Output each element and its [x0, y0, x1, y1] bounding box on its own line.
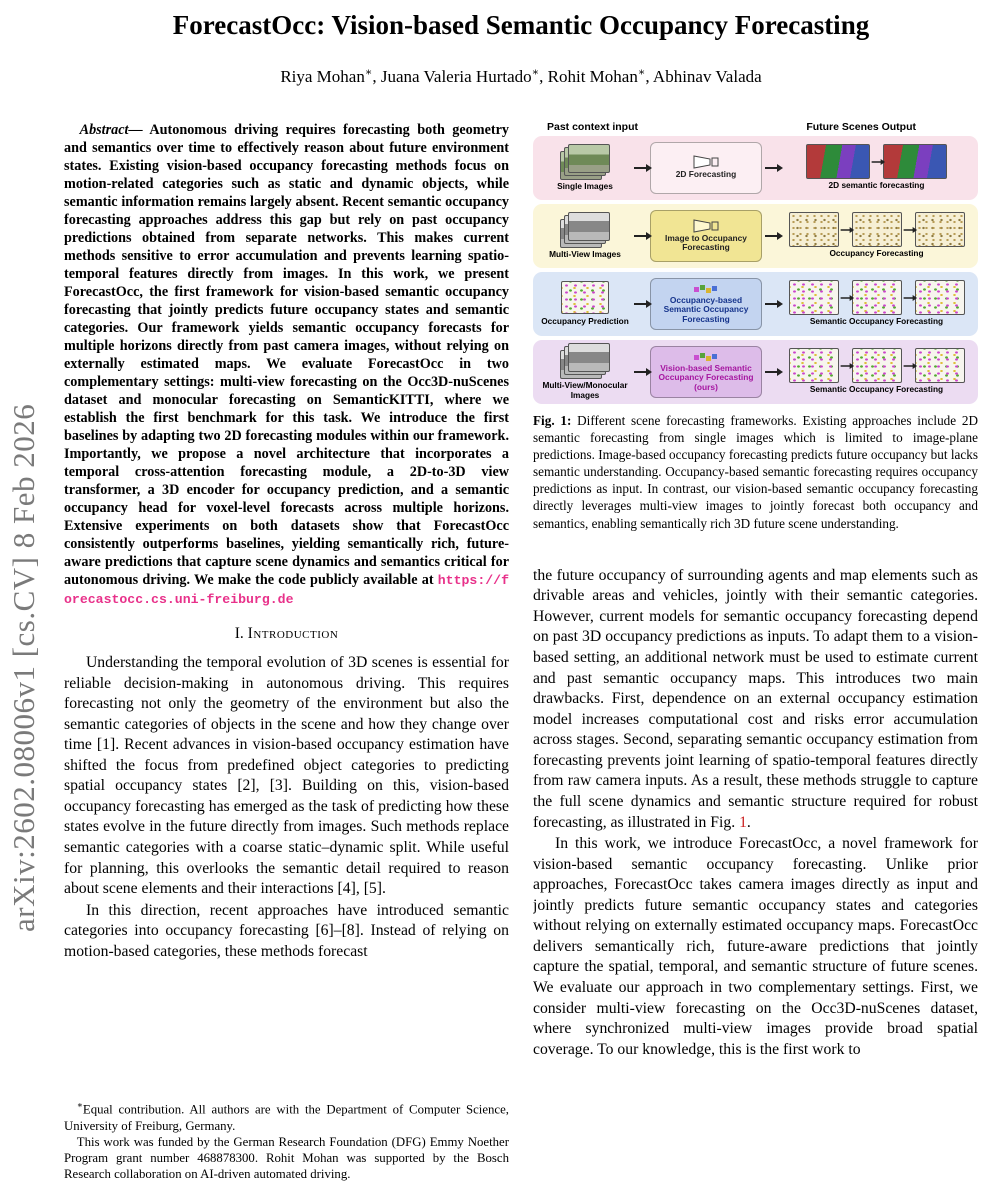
figure-caption-label: Fig. 1: — [533, 412, 572, 428]
figure-column-headers — [533, 121, 978, 136]
voxel-grid-icon — [693, 351, 719, 363]
two-column-body — [64, 121, 978, 1187]
figure-row-1 — [533, 204, 978, 268]
figure-reference-link[interactable]: 1 — [739, 813, 747, 831]
arrow-icon — [872, 161, 882, 163]
arrow-icon — [903, 297, 913, 299]
arrow-icon — [765, 235, 778, 237]
arxiv-stamp: arXiv:2602.08006v1 [cs.CV] 8 Feb 2026 — [6, 403, 41, 932]
author: Juana Valeria Hurtado∗, — [380, 66, 548, 86]
footnote-equal-contribution: ∗Equal contribution. All authors are with the Department of Computer Science, University of Freiburg, Germany. — [64, 1100, 509, 1133]
abstract-label: Abstract— — [79, 121, 143, 138]
module-label: Occupancy-based Semantic Occupancy Forecasting — [663, 294, 749, 324]
figure-input-label: Multi-View Images — [549, 248, 621, 259]
paper-title: ForecastOcc: Vision-based Semantic Occupancy Forecasting — [172, 10, 870, 40]
footnotes — [64, 1100, 509, 1187]
figure-input — [539, 281, 631, 327]
arrow-icon — [765, 303, 778, 305]
figure-output — [781, 348, 972, 395]
figure-1 — [533, 121, 978, 532]
intro-paragraph-1: Understanding the temporal evolution of 3D scenes is essential for reliable decision-making in autonomous driving. This requires forecasting not only the geometry of the environment but also the semantic categories of objects in the scene and how they change over time [1]. Recent advances in vision-based occupancy estimation have shifted the focus from predefined object categories to predicting spatial occupancy states [2], [3]. Building on this, vision-based occupancy forecasting has emerged as the task of predicting how these states evolve in the future directly from images. Such methods replace semantic categories with a coarse static–dynamic split. While useful for planning, this overlooks the semantic detail required to reason about scene elements and their interactions [4], [5]. — [64, 653, 509, 898]
author: Riya Mohan∗, — [280, 66, 381, 86]
module-box — [650, 210, 762, 262]
voxel-grid-icon — [693, 283, 719, 295]
author: Rohit Mohan∗, — [547, 66, 653, 86]
occupancy-forecast-thumbnails — [789, 212, 965, 247]
semantic-occupancy-thumbnails — [789, 348, 965, 383]
section-heading-introduction: I. Introduction — [234, 624, 339, 642]
abstract-text: Autonomous driving requires forecasting both geometry and semantics over time to effectively reason about future environment states. Existing vision-based occupancy forecasting methods focus on motion-related categories such as static and dynamic objects, while semantic information remains largely absent. Recent semantic occupancy forecasting approaches address this gap but rely on past occupancy predictions obtained from separate networks. This makes current methods sensitive to error accumulation and prevents learning spatio-temporal features directly from images. In this work, we present ForecastOcc, the first framework for vision-based semantic occupancy forecasting that jointly predicts future occupancy states and semantic categories. Our framework yields semantic occupancy forecasts for multiple horizons directly from past camera images, without relying on externally estimated maps. We evaluate ForecastOcc in two complementary settings: multi-view forecasting on the Occ3D-nuScenes dataset and monocular forecasting on SemanticKITTI, where we establish the first benchmark for this task. We introduce the first baselines by adapting two 2D forecasting modules within our framework. Importantly, we propose a novel architecture that incorporates a temporal cross-attention forecasting module, a 2D-to-3D view transformer, a 3D encoder for occupancy prediction, and a semantic occupancy head for voxel-level forecasts across multiple horizons. Extensive experiments on both datasets show that ForecastOcc consistently outperforms baselines, yielding semantically rich, future-aware predictions that capture scene dynamics and semantics critical for autonomous driving. We make the code publicly available at — [64, 121, 509, 589]
arrow-icon — [634, 167, 647, 169]
author: Abhinav Valada — [652, 66, 762, 86]
figure-input-label: Single Images — [557, 180, 613, 191]
project-url-link[interactable]: https://forecastocc.cs.uni-freiburg.de — [64, 573, 509, 608]
figure-header-input: Past context input — [547, 120, 639, 133]
figure-row-0 — [533, 136, 978, 200]
arrow-icon — [765, 167, 778, 169]
right-paragraph-2: In this work, we introduce ForecastOcc, a novel framework for vision-based semantic occupancy forecasting. Unlike prior approaches, ForecastOcc takes camera images directly as input and jointly predicts future semantic occupancy states and categories without relying on externally estimated occupancy maps. ForecastOcc delivers semantically rich, future-aware predictions that jointly capture the spatial, temporal, and semantic structure of future scenes. We evaluate our approach in two complementary settings. First, we consider multi-view forecasting on the Occ3D-nuScenes dataset, where synchronized multi-view images provide broad spatial coverage. To our knowledge, this is the first work to — [533, 835, 978, 1058]
semantic-2d-thumbnails — [806, 144, 947, 179]
module-label: 2D Forecasting — [675, 169, 737, 180]
figure-output-label: 2D semantic forecasting — [828, 180, 925, 191]
figure-output — [781, 144, 972, 191]
arrow-icon — [840, 229, 850, 231]
figure-output — [781, 280, 972, 327]
footnote-funding: This work was funded by the German Research Foundation (DFG) Emmy Noether Program grant number 468878300. Rohit Mohan was supported by the Bosch Research collaboration on AI-driven automated driving. — [64, 1134, 509, 1182]
figure-input-label: Occupancy Prediction — [541, 315, 629, 326]
projection-frustum-icon — [693, 219, 719, 233]
arrow-icon — [840, 365, 850, 367]
module-box — [650, 278, 762, 330]
occupancy-prediction-thumbnail — [560, 281, 610, 315]
figure-output — [781, 212, 972, 259]
left-column — [64, 121, 509, 1187]
camera-images-thumbnail — [560, 144, 610, 180]
right-paragraph-1: the future occupancy of surrounding agents and map elements such as drivable areas and vehicles, jointly with their semantic categories. However, current models for semantic occupancy forecasting depend on past 3D occupancy predictions as inputs. To adapt them to a vision-based setting, an additional network must be used to estimate current and past semantic occupancy maps. This introduces two main drawbacks. First, dependence on an external occupancy estimation model increases computational cost and risks error accumulation across stages. Second, separating semantic occupancy estimation from forecasting prevents joint learning of spatio-temporal features directly from raw camera inputs. As a result, these methods struggle to capture the full scene dynamics and semantic structure required for robust forecasting, as illustrated in Fig. 1. — [533, 566, 978, 831]
semantic-occupancy-thumbnails — [789, 280, 965, 315]
arrow-icon — [765, 371, 778, 373]
figure-header-output: Future Scenes Output — [806, 120, 916, 133]
module-label: Vision-based Semantic Occupancy Forecasting (ours) — [658, 362, 754, 392]
figure-input — [539, 343, 631, 400]
figure-caption-text: Different scene forecasting frameworks. Existing approaches include 2D semantic forecasting from single images which is limited to image-plane predictions. Image-based occupancy forecasting predicts future occupancy but lacks semantic understanding. Occupancy-based semantic forecasting requires occupancy predictions as input. In contrast, our vision-based semantic occupancy forecasting directly leverages multi-view images to jointly forecast both occupancy and semantics, enabling semantically rich 3D future scene understanding. — [533, 412, 978, 531]
right-column — [533, 121, 978, 1187]
figure-output-label: Occupancy Forecasting — [829, 248, 924, 259]
module-label: Image to Occupancy Forecasting — [665, 232, 747, 253]
intro-paragraph-2: In this direction, recent approaches have introduced semantic categories into occupancy forecasting [6]–[8]. Instead of relying on motion-based categories, these methods forecast — [64, 901, 509, 960]
figure-output-label: Semantic Occupancy Forecasting — [809, 384, 944, 395]
authors-line — [64, 65, 978, 87]
figure-caption — [533, 412, 978, 532]
abstract — [64, 121, 509, 609]
figure-row-2 — [533, 272, 978, 336]
figure-input — [539, 144, 631, 192]
figure-row-3 — [533, 340, 978, 404]
arrow-icon — [634, 303, 647, 305]
module-box — [650, 346, 762, 398]
figure-output-label: Semantic Occupancy Forecasting — [809, 316, 944, 327]
arrow-icon — [634, 235, 647, 237]
multi-view-images-thumbnail — [560, 212, 610, 248]
projection-frustum-icon — [693, 155, 719, 169]
arrow-icon — [903, 365, 913, 367]
arrow-icon — [903, 229, 913, 231]
multi-view-monocular-images-thumbnail — [560, 343, 610, 379]
figure-input-label: Multi-View/Monocular Images — [542, 380, 628, 400]
arrow-icon — [840, 297, 850, 299]
module-box — [650, 142, 762, 194]
arrow-icon — [634, 371, 647, 373]
figure-input — [539, 212, 631, 260]
